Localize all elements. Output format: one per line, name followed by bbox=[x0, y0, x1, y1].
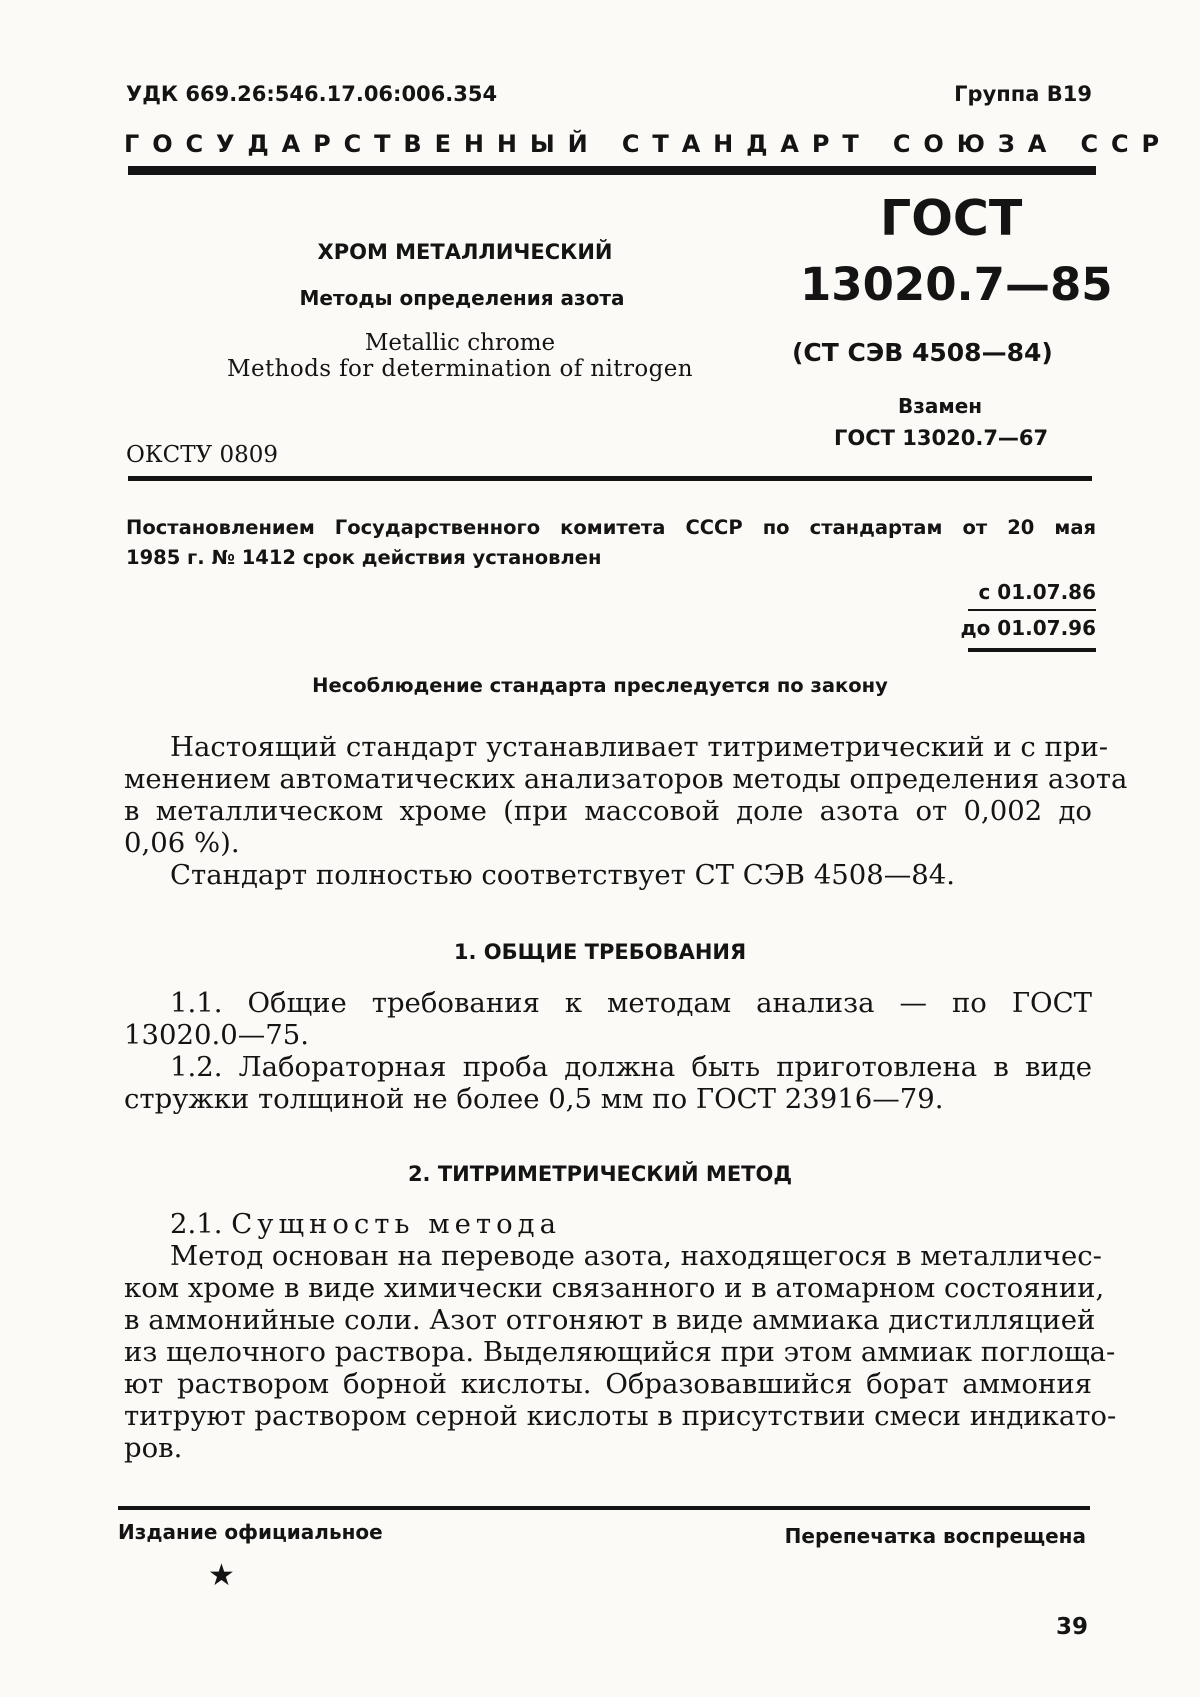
subsection-number: 2.1. bbox=[170, 1208, 223, 1240]
subsection-2-1-heading bbox=[170, 1208, 561, 1240]
effective-date-to: до 01.07.96 bbox=[960, 616, 1096, 640]
st-sev-code: (СТ СЭВ 4508—84) bbox=[792, 338, 1053, 367]
document-title: ХРОМ МЕТАЛЛИЧЕСКИЙ bbox=[317, 240, 613, 264]
section-2-line: ют раствором борной кислоты. Образовавшийся борат аммония bbox=[124, 1368, 1092, 1400]
effective-date-from: с 01.07.86 bbox=[978, 580, 1096, 604]
replaces-label: Взамен bbox=[898, 394, 983, 418]
section-2-line: титруют раствором серной кислоты в присутствии смеси индикато- bbox=[124, 1400, 1117, 1432]
decree-line-2: 1985 г. № 1412 срок действия установлен bbox=[126, 546, 602, 569]
english-subtitle: Methods for determination of nitrogen bbox=[227, 356, 693, 382]
footer-rule bbox=[118, 1506, 1090, 1510]
section-2-line: ком хроме в виде химически связанного и в атомарном состоянии, bbox=[124, 1272, 1105, 1304]
section-2-heading: 2. ТИТРИМЕТРИЧЕСКИЙ МЕТОД bbox=[407, 1162, 793, 1186]
header-rule bbox=[128, 166, 1096, 175]
document-subtitle: Методы определения азота bbox=[299, 286, 625, 310]
section-2-line: ров. bbox=[124, 1432, 183, 1464]
decree-line-1: Постановлением Государственного комитета СССР по стандартам от 20 мая bbox=[126, 516, 1096, 539]
date-underline bbox=[968, 648, 1096, 652]
intro-line: 0,06 %). bbox=[124, 827, 240, 859]
gost-label: ГОСТ bbox=[880, 190, 1023, 247]
section-2-line: в аммонийные соли. Азот отгоняют в виде аммиака дистилляцией bbox=[124, 1304, 1096, 1336]
section-1-line: стружки толщиной не более 0,5 мм по ГОСТ 23916—79. bbox=[124, 1083, 944, 1115]
intro-line: Настоящий стандарт устанавливает титриметрический и с при- bbox=[170, 731, 1109, 763]
english-title: Metallic chrome bbox=[364, 330, 556, 356]
star-icon: ★ bbox=[208, 1558, 235, 1593]
page-number: 39 bbox=[1055, 1614, 1088, 1640]
intro-line: менением автоматических анализаторов методы определения азота bbox=[124, 763, 1128, 795]
group-code: Группа В19 bbox=[954, 82, 1092, 106]
udk-code: УДК 669.26:546.17.06:006.354 bbox=[126, 82, 498, 106]
title-block-rule bbox=[128, 476, 1092, 481]
section-2-line: Метод основан на переводе азота, находящегося в металличес- bbox=[170, 1240, 1102, 1272]
okstu-code: ОКСТУ 0809 bbox=[126, 442, 279, 468]
state-standard-banner: ГОСУДАРСТВЕННЫЙ СТАНДАРТ СОЮЗА ССР bbox=[124, 130, 1172, 158]
gost-number: 13020.7—85 bbox=[800, 258, 1113, 311]
official-edition-label: Издание официальное bbox=[118, 1520, 383, 1544]
section-1-line: 13020.0—75. bbox=[124, 1019, 309, 1051]
section-1-line: 1.2. Лабораторная проба должна быть приготовлена в виде bbox=[170, 1051, 1092, 1083]
intro-line: в металлическом хроме (при массовой доле азота от 0,002 до bbox=[124, 795, 1092, 827]
subsection-title: Сущность метода bbox=[231, 1208, 561, 1240]
section-2-line: из щелочного раствора. Выделяющийся при этом аммиак поглоща- bbox=[124, 1336, 1116, 1368]
replaces-gost: ГОСТ 13020.7—67 bbox=[834, 426, 1049, 450]
date-divider bbox=[968, 609, 1096, 611]
section-1-heading: 1. ОБЩИЕ ТРЕБОВАНИЯ bbox=[453, 940, 747, 964]
section-1-line: 1.1. Общие требования к методам анализа — по ГОСТ bbox=[170, 987, 1092, 1019]
intro-line: Стандарт полностью соответствует СТ СЭВ 4508—84. bbox=[170, 859, 955, 891]
reprint-prohibited-label: Перепечатка воспрещена bbox=[784, 1524, 1086, 1548]
law-notice: Несоблюдение стандарта преследуется по закону bbox=[312, 674, 888, 697]
